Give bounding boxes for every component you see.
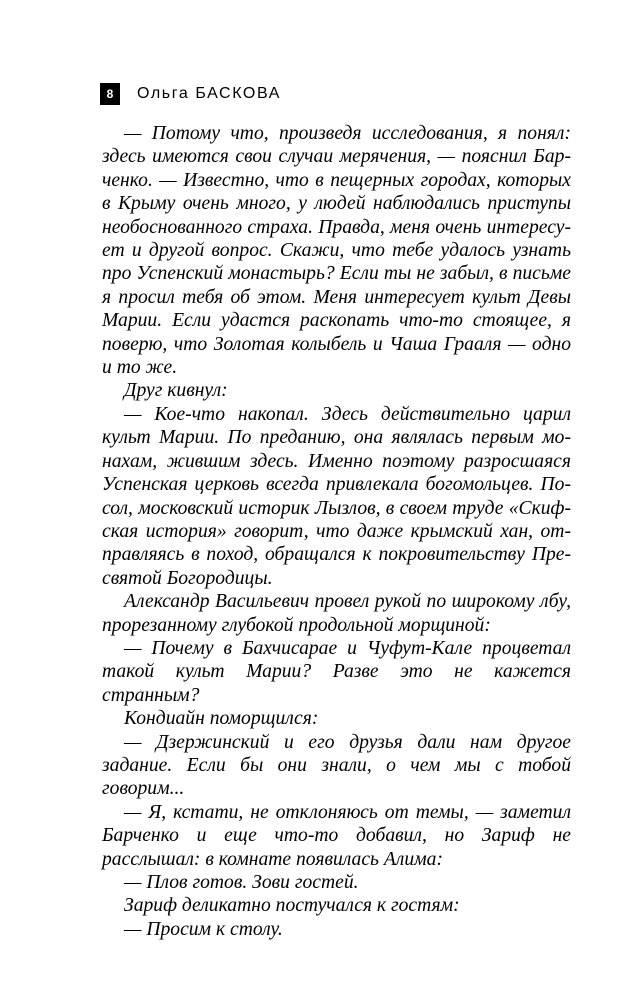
paragraph: — Дзержинский и его друзья дали нам другое задание. Если бы они знали, о чем мы с тобой говорим... <box>102 731 571 800</box>
paragraph: Александр Васильевич провел рукой по широкому лбу, прорезанному глубокой продольной морщиной: <box>102 591 571 636</box>
body-text <box>102 122 571 941</box>
paragraph: — Плов готов. Зови гостей. <box>124 872 359 893</box>
paragraph: — Кое-что накопал. Здесь действительно царил культ Марии. По преданию, она являлась первым монахам, жившим здесь. Именно поэтому разросшаяся Успенская церковь всегда привлекала богомольцев. Посол, московский историк Лызлов, в своем труде «Скифская история» говорит, что даже крымский хан, отправляясь в поход, обращался к покровительству Пресвятой Богородицы. <box>102 403 571 589</box>
paragraph: Кондиайн поморщился: <box>124 708 319 730</box>
running-head: Ольга БАСКОВА <box>137 85 281 102</box>
page-number: 8 <box>100 83 120 105</box>
page-header <box>100 83 281 105</box>
paragraph: Зариф деликатно постучался к гостям: <box>124 895 460 917</box>
paragraph: — Потому что, произведя исследования, я понял: здесь имеются свои случаи мерячения, — пояснил Барченко. — Известно, что в пещерных городах, которых в Крыму очень много, у людей наблюдались приступы необоснованного страха. Правда, меня очень интересует и другой вопрос. Скажи, что тебе удалось узнать про Успенский монастырь? Если ты не забыл, в письме я просил тебя об этом. Меня интересует культ Девы Марии. Если удастся раскопать что-то стоящее, я поверю, что Золотая колыбель и Чаша Грааля — одно и то же. <box>102 123 571 379</box>
paragraph: — Просим к столу. <box>124 918 283 940</box>
paragraph: — Почему в Бахчисарае и Чуфут-Кале процветал такой культ Марии? Разве это не кажется странным? <box>102 637 571 706</box>
paragraph: Друг кивнул: <box>124 380 228 402</box>
paragraph: — Я, кстати, не отклоняюсь от темы, — заметил Барченко и еще что-то добавил, но Зариф не расслышал: в комнате появилась Алима: <box>102 801 571 870</box>
